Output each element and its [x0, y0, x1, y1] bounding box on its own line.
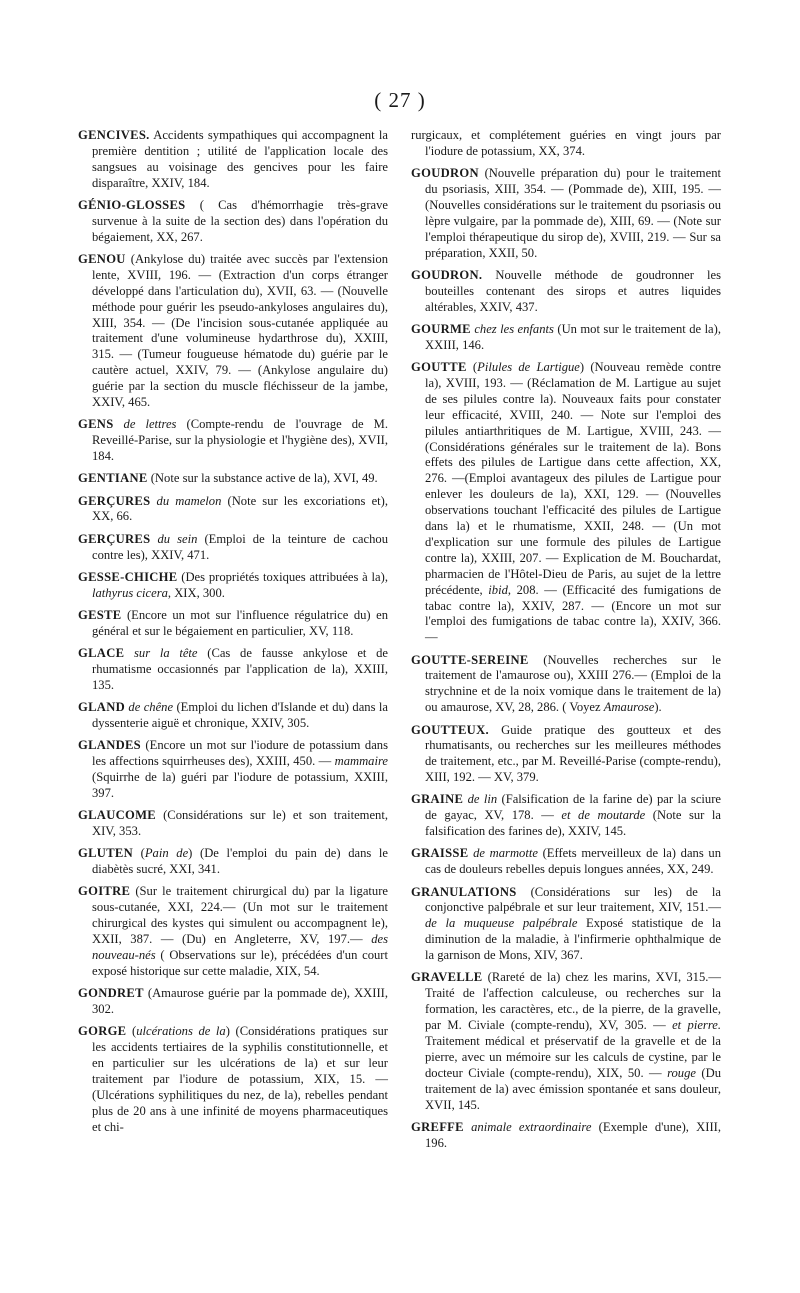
entry-text: (Falsification de la farine de) par la sciure de gayac, XV, 178. — [425, 792, 721, 823]
entry-text: Guide pratique des goutteux et des rhumatisants, ou recherches sur les meilleures méthodes de traitement, etc., par M. Reveillé-Parise (compte-rendu), XIII, 192. — XV, 379. [425, 722, 721, 785]
index-entry [411, 846, 721, 878]
entry-headword: GOUTTE [411, 359, 467, 374]
index-entry [78, 1024, 388, 1135]
entry-headword: GOUTTE-SEREINE [411, 652, 529, 667]
entry-italic-text: de chêne [128, 699, 174, 714]
entry-italic-text: lathyrus cicera [92, 585, 168, 600]
entry-headword: GLAUCOME [78, 808, 156, 822]
entry-text: (Encore un mot sur l'influence régulatrice du) en général et sur le bégaiement en particulier, XV, 118. [92, 607, 388, 638]
entry-text: (Note sur la falsification des farines de), XXIV, 145. [425, 808, 721, 839]
entry-headword: GOUTTEUX. [411, 722, 489, 737]
index-entry [78, 570, 388, 602]
entry-text: (Considérations sur les) de la conjonctive palpébrale et sur leur traitement, XIV, 151.— [425, 884, 721, 915]
left-column [78, 128, 388, 1142]
entry-text: rurgicaux, et complétement guéries en vingt jours par l'iodure de potassium, XX, 374. [411, 128, 721, 158]
index-entry [78, 738, 388, 802]
entry-headword: GLANDES [78, 738, 141, 753]
entry-text: (Ankylose du) traitée avec succès par l'extension lente, XVIII, 196. — (Extraction d'un corps étranger développé dans l'articulation du), XVII, 63. — (Nouvelle méthode pour guérir les pseudo-ankyloses angulaires du), XIII, 354. — (De l'incision sous-cutanée appliquée au traitement d'une volumineuse hydarthrose du), XXIII, 315. — (Tumeur fougueuse hématode du) guérie par le cautère actuel, XXIV, 79. — (Ankylose angulaire du) guérie par la section du muscle fléchisseur de la jambe, XXIV, 465. [92, 251, 388, 410]
entry-text: (Amaurose guérie par la pommade de), XXIII, 302. [92, 985, 388, 1016]
entry-text: (Emploi du lichen d'Islande et du) dans la dyssenterie aiguë et chronique, XXIV, 305. [92, 699, 388, 730]
entry-text: ( [133, 846, 145, 861]
entry-text: (Note sur les excoriations et), XX, 66. [92, 493, 389, 524]
index-entry [411, 322, 721, 354]
entry-text: ( [126, 1024, 137, 1039]
entry-headword: GÉNIO-GLOSSES [78, 197, 186, 212]
entry-text: (Des propriétés toxiques attribuées à la), [177, 569, 388, 584]
entry-headword: GRAISSE [411, 846, 469, 861]
entry-italic-text: animale extraordinaire [471, 1119, 592, 1134]
entry-headword: GLUTEN [78, 846, 133, 861]
entry-text: (Emploi de la teinture de cachou contre les), XXIV, 471. [92, 531, 388, 562]
index-entry [78, 252, 388, 411]
index-entry [78, 532, 388, 564]
entry-text: Exposé statistique de la diminution de la maladie, à l'infirmerie ophthalmique de la garnison de Mons, XIV, 367. [425, 916, 721, 963]
right-column [411, 128, 721, 1158]
entry-italic-text: Pilules de Lartigue [477, 359, 580, 374]
index-entry [78, 198, 388, 246]
entry-text: Nouvelle méthode de goudronner les bouteilles contenant des sirops et autres liquides altérables, XXIV, 437. [425, 267, 721, 314]
entry-italic-text: Pain de [144, 846, 189, 861]
entry-text: (Compte-rendu de l'ouvrage de M. Reveillé-Parise, sur la physiologie et l'hygiène des), XVII, 184. [92, 417, 388, 464]
entry-text: Traitement médical et préservatif de la gravelle et de la pierre, avec un mémoire sur les calculs de cystine, par le docteur Civiale (compte-rendu), XIX, 50. — [425, 1034, 721, 1080]
entry-text: ( Observations sur le), précédées d'un court exposé historique sur cette maladie, XIX, 54. [92, 947, 388, 978]
index-entry [411, 653, 721, 717]
entry-italic-text: de marmotte [473, 846, 538, 861]
entry-italic-text: chez les enfants [474, 321, 554, 336]
index-entry [411, 360, 721, 646]
entry-text: (Un mot sur le traitement de la), XXIII, 146. [425, 321, 721, 352]
entry-text: (Effets merveilleux de la) dans un cas de douleurs rebelles depuis longues années, XX, 249. [425, 846, 722, 877]
entry-text: (Exemple d'une), XIII, 196. [425, 1119, 721, 1150]
entry-text: ) (Considérations pratiques sur les accidents tertiaires de la syphilis constitutionnelle, et en particulier sur les ulcérations de la) et sur leur traitement par l'iodure de potassium, XIX, 15. — (Ulcérations syphilitiques du nez, de la), rebelles pendant plus de 20 ans à une infinité de moyens pharmaceutiques et chi- [92, 1024, 388, 1134]
entry-italic-text: du sein [157, 531, 198, 546]
entry-text: (Squirrhe de la) guéri par l'iodure de potassium, XXIII, 397. [92, 769, 388, 800]
index-entry [411, 885, 721, 965]
page-number: ( 27 ) [374, 88, 426, 112]
entry-text: ( Cas d'hémorrhagie très-grave survenue à la suite de la section des) dans l'opération du bégaiement, XX, 267. [92, 197, 388, 244]
entry-text: (Cas de fausse ankylose et de rhumatisme occasionnés par l'application de la), XXIII, 135. [92, 645, 389, 692]
index-entry [78, 808, 388, 840]
entry-italic-text: rouge [667, 1065, 696, 1080]
entry-italic-text: de la muqueuse palpébrale [425, 916, 578, 931]
index-entry [411, 792, 721, 840]
index-entry [78, 700, 388, 732]
entry-text: (Sur le traitement chirurgical du) par la ligature sous-cutanée, XXI, 224.— (Un mot sur le traitement chirurgical des kystes qui simulent ou accompagnent le), XXII, 387. — (Du) en Angleterre, XV, 197.— [92, 884, 388, 946]
index-entry [78, 417, 388, 465]
entry-headword: GREFFE [411, 1119, 464, 1134]
entry-headword: GENS [78, 417, 114, 432]
entry-italic-text: Amaurose [603, 700, 655, 715]
index-entry [78, 884, 388, 979]
entry-headword: GOUDRON. [411, 267, 483, 282]
index-entry [411, 166, 721, 261]
index-entry [411, 1120, 721, 1152]
entry-headword: GENTIANE [78, 471, 148, 486]
entry-headword: GESSE-CHICHE [78, 569, 178, 584]
entry-italic-text: et pierre. [672, 1018, 721, 1033]
entry-text: ) (De l'emploi du pain de) dans le diabètès sucré, XXI, 341. [92, 846, 389, 877]
entry-text: (Note sur la substance active de la), XVI, 49. [147, 471, 378, 486]
entry-text: (Rareté de la) chez les marins, XVI, 315.—Traité de l'affection calculeuse, ou recherches sur la formation, les caractères, etc., de la pierre, de la gravelle, par M. Civiale (compte-rendu), XV, 305. — [425, 970, 721, 1033]
entry-text: ( [466, 359, 478, 374]
entry-italic-text: de lettres [123, 417, 177, 432]
entry-italic-text: et de moutarde [561, 808, 646, 823]
entry-text: (Nouvelles recherches sur le traitement de l'amaurose ou), XXIII 276.— (Emploi de la strychnine et de la noix vomique dans le traitement de la) ou amaurose, XV, 28, 286. ( Voyez [425, 652, 721, 715]
index-entry [78, 646, 388, 694]
entry-italic-text: mammaire [334, 753, 388, 768]
entry-italic-text: ulcérations de la [136, 1024, 226, 1039]
entry-headword: GONDRET [78, 985, 144, 1000]
index-entry [411, 723, 721, 787]
entry-headword: GERÇURES [78, 531, 151, 546]
entry-text: ) (Nouveau remède contre la), XVIII, 193. — (Réclamation de M. Lartigue au sujet de ses pilules contre la). Nouveaux faits pour constater leur efficacité, XVIII, 240. — Note sur l'emploi des pilules antiarthritiques de M. Lartigue, XVIII, 243. — (Considérations générales sur le traitement de la). Bons effets des pilules de Lartigue dans cette affection, XX, 276. —(Emploi avantageux des pilules de Lartigue pour enlever les douleurs de la), XXI, 129. — (Nouvelles observations touchant l'efficacité des pilules de Lartigue dans la) et le rhumatisme, XXII, 248. — (Un mot d'explication sur une formule des pilules de Lartigue contre la), XXIII, 207. — Explication de M. Bouchardat, pharmacien de l'Hôtel-Dieu de Paris, au sujet de la lettre précédente, [425, 359, 722, 597]
entry-italic-text: sur la tête [134, 645, 198, 660]
entry-headword: GERÇURES [78, 493, 151, 508]
entry-text: (Considérations sur le) et son traitement, XIV, 353. [92, 808, 388, 838]
entry-text: (Nouvelle préparation du) pour le traitement du psoriasis, XIII, 354. — (Pommade de), XIII, 195. — (Nouvelles considérations sur le traitement du psoriasis ou lèpre vulgaire, par la pommade de), XIII, 69. — (Note sur l'emploi thérapeutique du sirop de), XVIII, 219. — Sur sa préparation, XXII, 50. [425, 166, 721, 260]
entry-headword: GLACE [78, 645, 125, 660]
index-entry [78, 986, 388, 1018]
entry-text: Accidents sympathiques qui accompagnent la première dentition ; utilité de l'application locale des sangsues au voisinage des gencives pour les faire disparaître, XXIV, 184. [92, 128, 388, 190]
entry-text: (Du traitement de la) avec émission spontanée et sans douleur, XVII, 145. [425, 1065, 721, 1112]
entry-italic-text: ibid [488, 582, 508, 597]
entry-italic-text: des nouveau-nés [92, 931, 388, 962]
index-entry [411, 128, 721, 160]
index-entry [78, 128, 388, 192]
index-entry [78, 471, 388, 487]
entry-italic-text: du mamelon [156, 493, 222, 508]
entry-headword: GESTE [78, 607, 122, 622]
index-entry [78, 846, 388, 878]
entry-headword: GLAND [78, 699, 125, 714]
entry-headword: GRAINE [411, 792, 464, 807]
entry-headword: GORGE [78, 1024, 127, 1039]
entry-text: (Encore un mot sur l'iodure de potassium dans les affections squirrheuses des), XXIII, 450. — [92, 738, 388, 768]
entry-text [114, 417, 124, 431]
index-entry [78, 608, 388, 640]
entry-text [124, 646, 134, 660]
entry-italic-text: de lin [467, 792, 498, 807]
entry-text: , XIX, 300. [167, 585, 225, 600]
entry-headword: GENOU [78, 251, 126, 266]
entry-headword: GOURME [411, 321, 471, 336]
index-entry [411, 970, 721, 1113]
entry-headword: GRANULATIONS [411, 884, 517, 899]
entry-text: , 208. — (Efficacité des fumigations de tabac contre la), XXIV, 287. — (Encore un mot sur l'emploi des fumigations de tabac contre la), XXIV, 366. — [425, 582, 721, 645]
entry-headword: GRAVELLE [411, 970, 483, 985]
index-entry [78, 494, 388, 526]
entry-headword: GOUDRON [411, 166, 479, 181]
index-entry [411, 268, 721, 316]
entry-text: ). [654, 700, 662, 715]
entry-headword: GOITRE [78, 884, 131, 899]
entry-headword: GENCIVES. [78, 128, 150, 142]
